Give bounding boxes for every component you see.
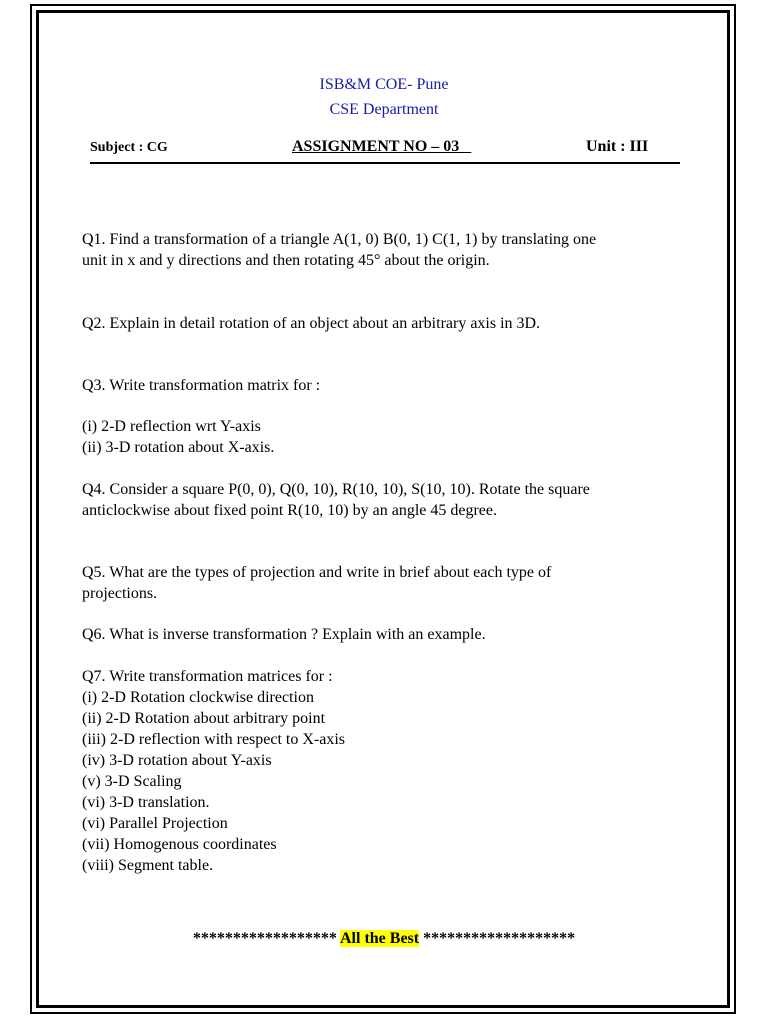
assignment-meta-row <box>90 138 680 164</box>
question-2: Q2. Explain in detail rotation of an object about an arbitrary axis in 3D. <box>82 315 541 332</box>
institute-name: ISB&M COE- Pune <box>319 76 449 93</box>
question-3: Q3. Write transformation matrix for : <box>82 377 321 394</box>
question-3-items: (i) 2-D reflection wrt Y-axis (ii) 3-D rotation about X-axis. <box>82 418 275 456</box>
question-1: Q1. Find a transformation of a triangle A(1, 0) B(0, 1) C(1, 1) by translating one unit in x and y directions and then rotating 45° about the origin. <box>82 231 597 269</box>
question-4: Q4. Consider a square P(0, 0), Q(0, 10), R(10, 10), S(10, 10). Rotate the square anticlockwise about fixed point R(10, 10) by an angle 45 degree. <box>82 481 590 519</box>
subject-label: Subject : CG <box>90 140 168 155</box>
question-7: Q7. Write transformation matrices for : (i) 2-D Rotation clockwise direction (ii) 2-D Rotation about arbitrary point (iii) 2-D reflection with respect to X-axis (iv) 3-D rotation about Y-axis (v) 3-D Scaling (vi) 3-D translation. (vi) Parallel Projection (vii) Homogenous coordinates (viii) Segment table. <box>82 668 346 874</box>
assignment-title: ASSIGNMENT NO – 03 <box>292 138 472 155</box>
department-name: CSE Department <box>329 101 439 118</box>
footer-wishes <box>0 930 768 948</box>
question-5: Q5. What are the types of projection and write in brief about each type of projections. <box>82 564 552 602</box>
question-6: Q6. What is inverse transformation ? Explain with an example. <box>82 626 486 643</box>
footer-message: All the Best <box>340 930 420 947</box>
unit-label: Unit : III <box>586 138 649 155</box>
footer-stars-right: ******************* <box>419 930 576 947</box>
footer-stars-left: ****************** <box>192 930 340 947</box>
